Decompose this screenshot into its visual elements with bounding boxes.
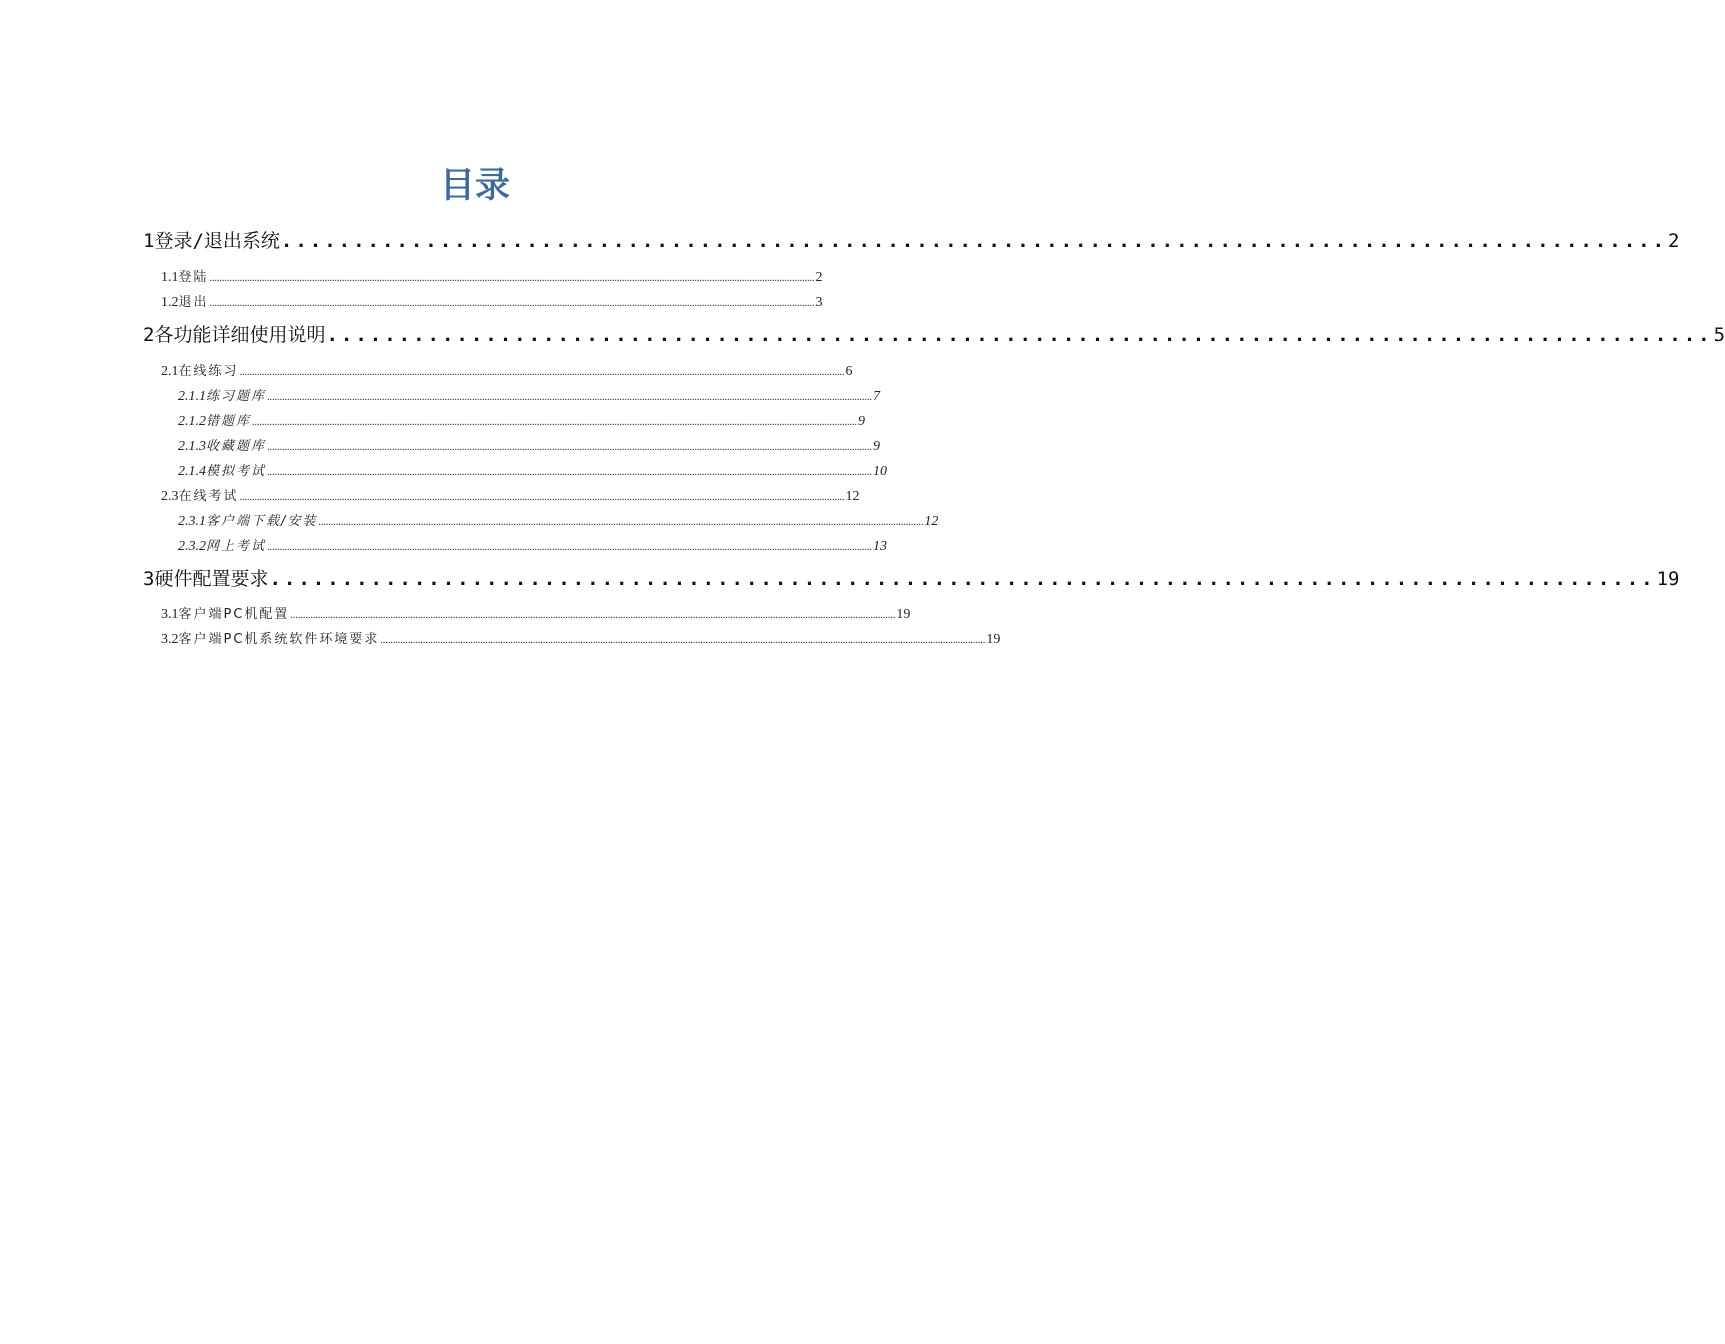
- toc-entry-label: 模拟考试: [206, 464, 267, 479]
- toc-entry-number: 2.1.2: [178, 414, 206, 429]
- toc-entry-label: 各功能详细使用说明: [154, 324, 326, 346]
- toc-entry-2-3-2[interactable]: [143, 535, 888, 555]
- toc-entry-page: 12: [845, 489, 860, 504]
- dot-leader: ................................................................................................: [269, 568, 1656, 590]
- toc-entry-label: 硬件配置要求: [154, 568, 269, 590]
- toc-entry-page: 6: [845, 364, 853, 379]
- toc-entry-page: 7: [873, 389, 881, 404]
- toc-entry-label: 客户端下载/安装: [206, 514, 318, 529]
- toc-title: 目录: [439, 166, 510, 206]
- toc-entry-number: 3: [143, 568, 155, 590]
- toc-entry-label: 网上考试: [206, 539, 267, 554]
- toc-entry-1[interactable]: [143, 226, 1680, 253]
- dot-leader: ..................................................................................................................................................................................................................................................: [267, 542, 873, 553]
- toc-entry-2-1-1[interactable]: [143, 385, 881, 405]
- toc-entry-number: 1: [143, 230, 155, 252]
- toc-entry-page: 3: [815, 295, 823, 310]
- toc-entry-2[interactable]: [143, 320, 1725, 347]
- toc-entry-page: 12: [924, 514, 939, 529]
- toc-entry-number: 2: [143, 324, 155, 346]
- dot-leader: ..................................................................................................................................................................................................................................................: [209, 273, 815, 284]
- toc-entry-page: 2: [1668, 230, 1680, 252]
- toc-entry-page: 9: [858, 414, 866, 429]
- toc-entry-page: 19: [1656, 568, 1680, 590]
- toc-entry-number: 2.3.2: [178, 539, 206, 554]
- toc-entry-1-2[interactable]: [143, 291, 823, 311]
- toc-entry-3-1[interactable]: [143, 603, 911, 623]
- toc-entry-page: 9: [873, 439, 881, 454]
- dot-leader: ..................................................................................................................................................................................................................................................: [380, 635, 986, 646]
- toc-entry-page: 19: [896, 607, 911, 622]
- toc-entry-2-1-2[interactable]: [143, 410, 866, 430]
- toc-entry-label: 登录/退出系统: [154, 230, 280, 252]
- toc-entry-number: 2.1: [161, 364, 179, 379]
- dot-leader: ..................................................................................................................................................................................................................................................: [239, 492, 845, 503]
- toc-entry-label: 客户端PC机系统软件环境要求: [178, 632, 380, 647]
- toc-entry-3[interactable]: [143, 564, 1680, 591]
- toc-entry-label: 错题库: [206, 414, 252, 429]
- toc-entry-label: 在线练习: [178, 364, 239, 379]
- toc-entry-label: 练习题库: [206, 389, 267, 404]
- toc-entry-label: 客户端PC机配置: [178, 607, 290, 622]
- toc-entry-2-1-4[interactable]: [143, 460, 888, 480]
- toc-entry-number: 1.2: [161, 295, 179, 310]
- toc-entry-number: 2.1.3: [178, 439, 206, 454]
- toc-entry-number: 3.1: [161, 607, 179, 622]
- toc-entry-2-3-1[interactable]: [143, 510, 939, 530]
- dot-leader: ..................................................................................................................................................................................................................................................: [267, 467, 873, 478]
- toc-entry-number: 2.3: [161, 489, 179, 504]
- dot-leader: ..................................................................................................................................................................................................................................................: [239, 367, 845, 378]
- dot-leader: ..................................................................................................................................................................................................................................................: [267, 392, 873, 403]
- toc-entry-label: 在线考试: [178, 489, 239, 504]
- toc-entry-page: 19: [986, 632, 1001, 647]
- dot-leader: ..................................................................................................................................................................................................................................................: [290, 610, 896, 621]
- toc-entry-2-1[interactable]: [143, 360, 853, 380]
- dot-leader: ..................................................................................................................................................................................................................................................: [209, 298, 815, 309]
- toc-entry-page: 5: [1713, 324, 1725, 346]
- toc-entry-1-1[interactable]: [143, 266, 823, 286]
- toc-entry-3-2[interactable]: [143, 628, 1001, 648]
- toc-entry-label: 退出: [178, 295, 209, 310]
- dot-leader: ................................................................................................: [280, 230, 1668, 252]
- dot-leader: ..................................................................................................................................................................................................................................................: [252, 417, 858, 428]
- toc-entry-number: 1.1: [161, 270, 179, 285]
- toc-entry-number: 3.2: [161, 632, 179, 647]
- toc-entry-page: 13: [873, 539, 888, 554]
- toc-entry-page: 10: [873, 464, 888, 479]
- dot-leader: ..................................................................................................................................................................................................................................................: [267, 442, 873, 453]
- toc-entry-page: 2: [815, 270, 823, 285]
- dot-leader: ................................................................................................: [326, 324, 1713, 346]
- dot-leader: ..................................................................................................................................................................................................................................................: [318, 517, 924, 528]
- toc-entry-label: 收藏题库: [206, 439, 267, 454]
- toc-entry-number: 2.3.1: [178, 514, 206, 529]
- toc-entry-number: 2.1.4: [178, 464, 206, 479]
- toc-entry-label: 登陆: [178, 270, 209, 285]
- toc-entry-2-1-3[interactable]: [143, 435, 881, 455]
- toc-entry-2-3[interactable]: [143, 485, 860, 505]
- toc-entry-number: 2.1.1: [178, 389, 206, 404]
